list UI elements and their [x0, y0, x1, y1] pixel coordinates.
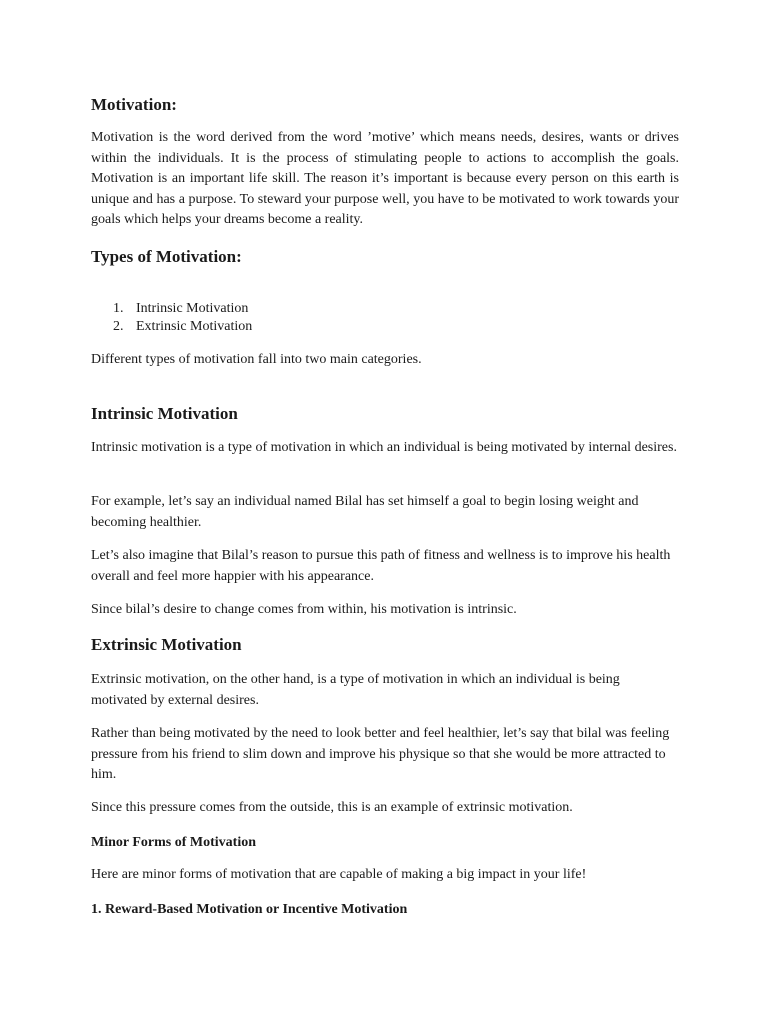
paragraph-intrinsic-example: For example, let’s say an individual named Bilal has set himself a goal to begin losing weight and becoming healthier. — [91, 494, 639, 530]
paragraph-extrinsic-conclusion: Since this pressure comes from the outside, this is an example of extrinsic motivation. — [91, 800, 573, 815]
heading-types-of-motivation: Types of Motivation: — [91, 247, 242, 266]
list-label: Extrinsic Motivation — [136, 319, 253, 334]
paragraph-intrinsic-definition: Intrinsic motivation is a type of motivation in which an individual is being motivated by internal desires. — [91, 440, 677, 455]
paragraph-types-summary: Different types of motivation fall into two main categories. — [91, 352, 422, 367]
paragraph-motivation-definition: Motivation is the word derived from the word ’motive’ which means needs, desires, wants or drives within the individuals. It is the process of stimulating people to actions to accomplish the goals. Motivation is an important life skill. The reason it’s important is because every person on this earth is unique and has a purpose. To steward your purpose well, you have to be motivated to work towards your goals which helps your dreams become a reality. — [91, 130, 679, 227]
paragraph-extrinsic-example: Rather than being motivated by the need to look better and feel healthier, let’s say that bilal was feeling pressure from his friend to slim down and improve his physique so that she would be more attracted to him. — [91, 726, 670, 782]
paragraph-intrinsic-reason: Let’s also imagine that Bilal’s reason to pursue this path of fitness and wellness is to improve his health overall and feel more happier with his appearance. — [91, 548, 671, 584]
paragraph-extrinsic-definition: Extrinsic motivation, on the other hand, is a type of motivation in which an individual is being motivated by external desires. — [91, 672, 620, 708]
types-list — [113, 300, 252, 336]
heading-extrinsic-motivation: Extrinsic Motivation — [91, 635, 242, 654]
heading-motivation: Motivation: — [91, 95, 177, 114]
heading-minor-forms: Minor Forms of Motivation — [91, 835, 256, 850]
list-item — [113, 318, 252, 336]
list-number: 2. — [113, 319, 124, 334]
heading-reward-based-motivation: 1. Reward-Based Motivation or Incentive Motivation — [91, 902, 408, 917]
list-label: Intrinsic Motivation — [136, 301, 249, 316]
paragraph-intrinsic-conclusion: Since bilal’s desire to change comes from within, his motivation is intrinsic. — [91, 602, 517, 617]
paragraph-minor-forms: Here are minor forms of motivation that are capable of making a big impact in your life! — [91, 867, 587, 882]
heading-intrinsic-motivation: Intrinsic Motivation — [91, 404, 238, 423]
list-item — [113, 300, 252, 318]
list-number: 1. — [113, 301, 124, 316]
